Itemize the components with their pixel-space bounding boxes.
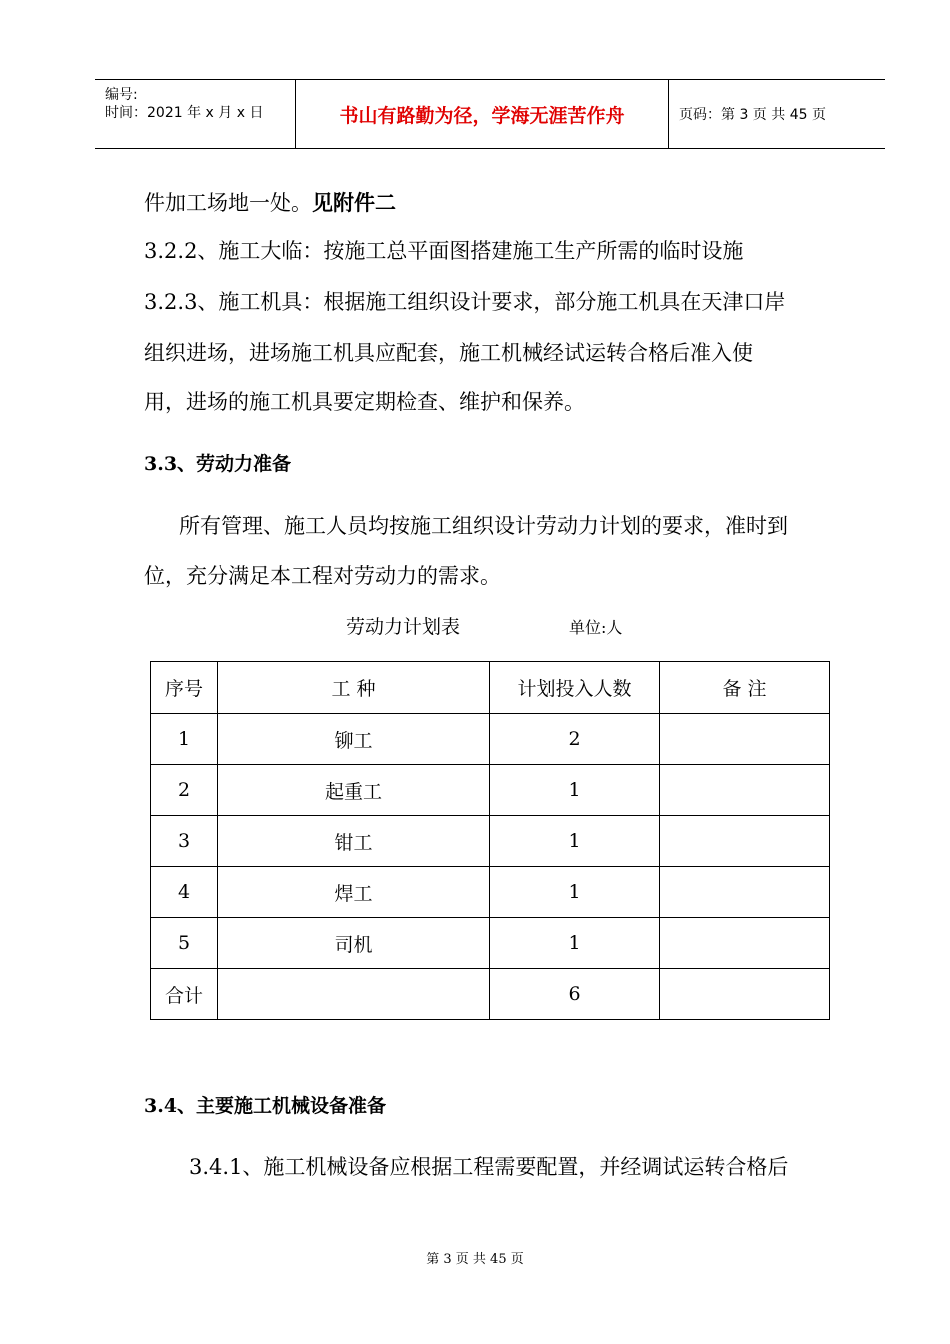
table-cell: 5 (151, 918, 218, 969)
header-cell-remarks: 备 注 (660, 662, 830, 714)
body-line-1-text: 件加工场地一处。 (144, 191, 312, 215)
table-cell: 焊工 (218, 867, 490, 918)
table-row (151, 816, 830, 867)
header-cell-index: 序号 (151, 662, 218, 714)
body-line-1 (144, 188, 396, 218)
header-cell-planned: 计划投入人数 (490, 662, 660, 714)
table-total-row (151, 969, 830, 1020)
table-cell (660, 918, 830, 969)
table-caption: 劳动力计划表 (346, 616, 461, 638)
section-heading-3-3: 3.3、劳动力准备 (144, 453, 292, 475)
table-cell: 1 (490, 816, 660, 867)
table-row (151, 867, 830, 918)
table-cell: 1 (490, 867, 660, 918)
table-cell: 2 (490, 714, 660, 765)
section-heading-3-4: 3.4、主要施工机械设备准备 (144, 1095, 387, 1117)
table-cell: 1 (490, 918, 660, 969)
body-line-4: 组织进场，进场施工机具应配套，施工机械经试运转合格后准入使 (144, 341, 753, 365)
body-line-2: 3.2.2、施工大临：按施工总平面图搭建施工生产所需的临时设施 (144, 239, 744, 263)
page-footer: 第 3 页 共 45 页 (426, 1252, 524, 1267)
table-cell (218, 969, 490, 1020)
table-cell: 合计 (151, 969, 218, 1020)
table-cell: 司机 (218, 918, 490, 969)
header-page-info: 页码：第 3 页 共 45 页 (679, 107, 826, 123)
table-row (151, 918, 830, 969)
table-cell (660, 714, 830, 765)
table-unit: 单位:人 (569, 618, 623, 637)
table-cell (660, 867, 830, 918)
table-cell: 钳工 (218, 816, 490, 867)
body-line-5: 用，进场的施工机具要定期检查、维护和保养。 (144, 390, 585, 414)
header-meta-cell (95, 80, 296, 148)
table-cell: 铆工 (218, 714, 490, 765)
table-cell: 起重工 (218, 765, 490, 816)
table-row (151, 714, 830, 765)
attachment-reference: 见附件二 (312, 190, 396, 215)
table-cell: 1 (490, 765, 660, 816)
table-cell: 4 (151, 867, 218, 918)
page-header (95, 79, 885, 149)
table-cell (660, 969, 830, 1020)
document-number-label: 编号: (105, 87, 138, 103)
header-motto: 书山有路勤为径，学海无涯苦作舟 (296, 80, 669, 148)
table-header-row (151, 662, 830, 714)
header-cell-trade: 工 种 (218, 662, 490, 714)
table-row (151, 765, 830, 816)
table-cell: 6 (490, 969, 660, 1020)
table-cell (660, 816, 830, 867)
table-cell: 1 (151, 714, 218, 765)
table-cell: 2 (151, 765, 218, 816)
paragraph-line-1: 所有管理、施工人员均按施工组织设计劳动力计划的要求，准时到 (179, 514, 788, 538)
document-time-label: 时间：2021 年 x 月 x 日 (105, 105, 264, 121)
paragraph-line-2: 位，充分满足本工程对劳动力的需求。 (144, 564, 501, 588)
table-cell: 3 (151, 816, 218, 867)
labor-plan-table (150, 661, 830, 1020)
body-line-3: 3.2.3、施工机具：根据施工组织设计要求，部分施工机具在天津口岸 (144, 290, 786, 314)
table-cell (660, 765, 830, 816)
body-line-3-4-1: 3.4.1、施工机械设备应根据工程需要配置，并经调试运转合格后 (189, 1155, 789, 1179)
